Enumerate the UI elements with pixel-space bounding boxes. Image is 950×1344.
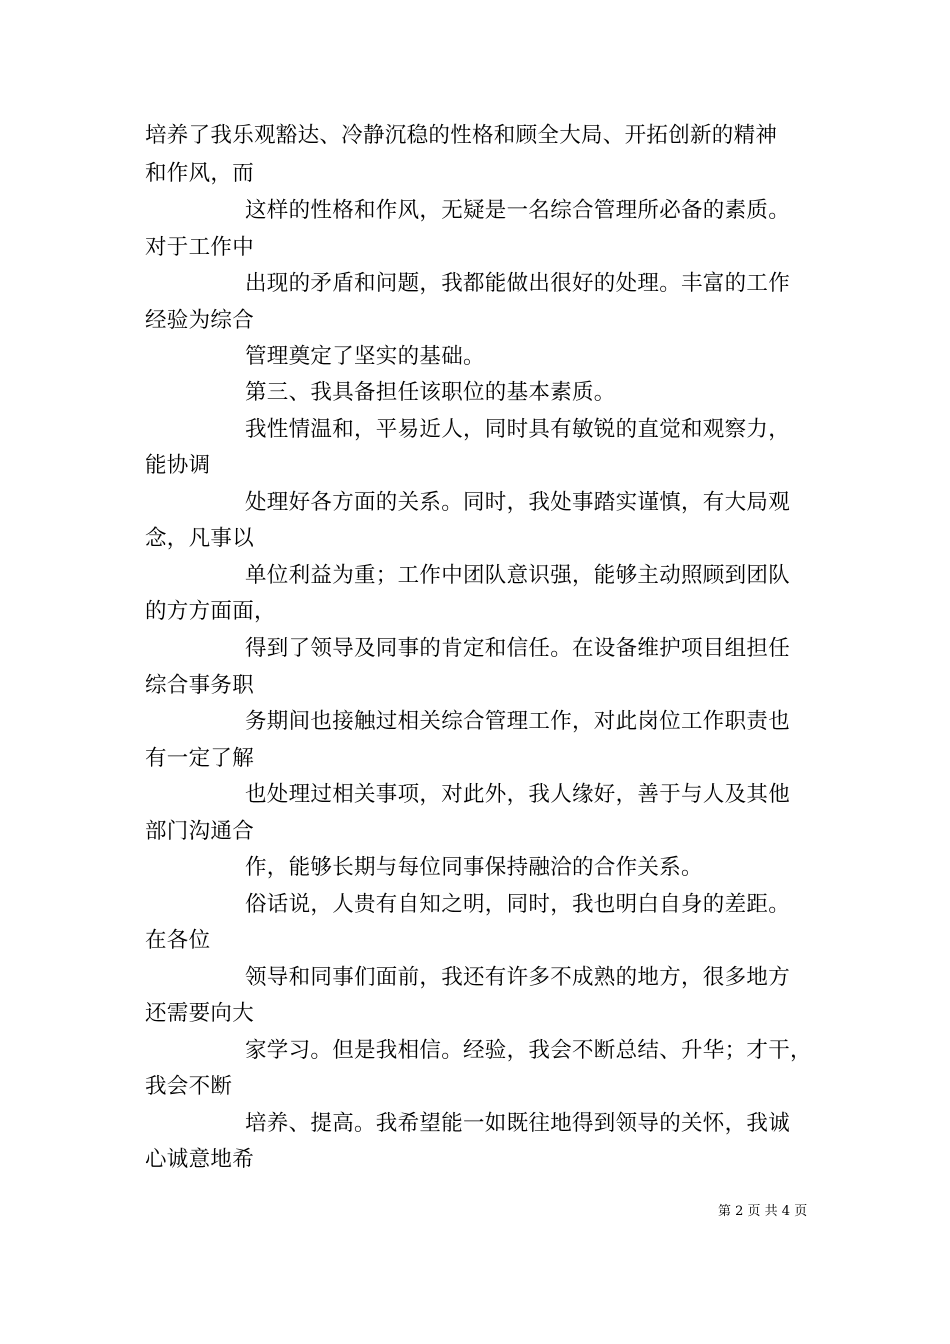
body-line: 处理好各方面的关系。同时，我处事踏实谨慎，有大局观 (245, 490, 791, 515)
body-line: 我性情温和，平易近人，同时具有敏锐的直觉和观察力， (245, 417, 791, 442)
body-line: 还需要向大 (145, 1001, 255, 1026)
body-line: 第三、我具备担任该职位的基本素质。 (245, 380, 616, 405)
body-line: 务期间也接触过相关综合管理工作，对此岗位工作职责也 (245, 709, 791, 734)
body-line: 经验为综合 (145, 308, 255, 333)
body-line: 我会不断 (145, 1074, 233, 1099)
body-line: 领导和同事们面前，我还有许多不成熟的地方，很多地方 (245, 965, 791, 990)
body-line: 能协调 (145, 453, 211, 478)
body-line: 对于工作中 (145, 235, 255, 260)
body-line: 俗话说，人贵有自知之明，同时，我也明白自身的差距。 (245, 892, 791, 917)
body-line: 也处理过相关事项，对此外，我人缘好，善于与人及其他 (245, 782, 791, 807)
page-number: 第 2 页 共 4 页 (718, 1204, 808, 1219)
body-line: 出现的矛盾和问题，我都能做出很好的处理。丰富的工作 (245, 271, 791, 296)
body-line: 管理奠定了坚实的基础。 (245, 344, 485, 369)
body-line: 家学习。但是我相信。经验，我会不断总结、升华；才干， (245, 1038, 812, 1063)
body-line: 单位利益为重；工作中团队意识强，能够主动照顾到团队 (245, 563, 791, 588)
body-line: 在各位 (145, 928, 211, 953)
body-line: 得到了领导及同事的肯定和信任。在设备维护项目组担任 (245, 636, 791, 661)
body-line: 培养、提高。我希望能一如既往地得到领导的关怀，我诚 (245, 1111, 791, 1136)
body-line: 念，凡事以 (145, 526, 255, 551)
body-line: 综合事务职 (145, 673, 255, 698)
body-line: 有一定了解 (145, 746, 255, 771)
body-line: 这样的性格和作风，无疑是一名综合管理所必备的素质。 (245, 198, 791, 223)
body-line: 的方方面面， (145, 599, 276, 624)
body-line: 和作风，而 (145, 161, 255, 186)
body-line: 培养了我乐观豁达、冷静沉稳的性格和顾全大局、开拓创新的精神 (145, 123, 778, 148)
body-line: 作，能够长期与每位同事保持融洽的合作关系。 (245, 855, 703, 880)
body-line: 部门沟通合 (145, 819, 255, 844)
body-line: 心诚意地希 (145, 1147, 255, 1172)
